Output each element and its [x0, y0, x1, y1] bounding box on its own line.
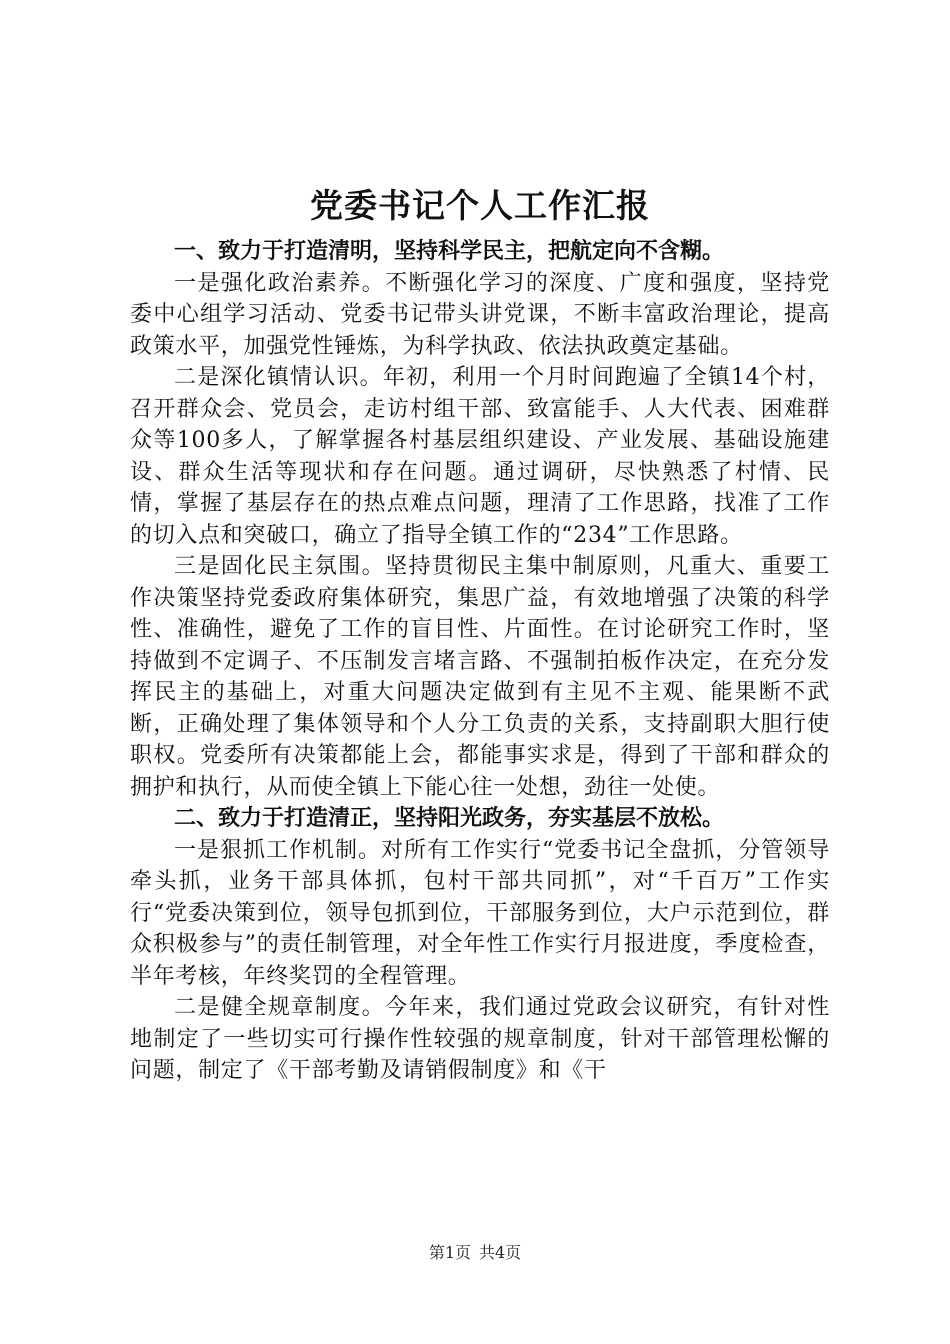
page-number: 第1页	[428, 1243, 471, 1262]
page-total: 共4页	[479, 1243, 522, 1262]
paragraph: 二是健全规章制度。今年来，我们通过党政会议研究，有针对性地制定了一些切实可行操作性较强的规章制度，针对干部管理松懈的问题，制定了《干部考勤及请销假制度》和《干	[130, 995, 830, 1083]
section-heading: 二、致力于打造清正，坚持阳光政务，夯实基层不放松。	[174, 805, 725, 831]
section-1	[130, 236, 830, 803]
paragraph: 二是深化镇情认识。年初，利用一个月时间跑遍了全镇14个村，召开群众会、党员会，走访村组干部、致富能手、人大代表、困难群众等100多人，了解掌握各村基层组织建设、产业发展、基础设施建设、群众生活等现状和存在问题。通过调研，尽快熟悉了村情、民情，掌握了基层存在的热点难点问题，理清了工作思路，找准了工作的切入点和突破口，确立了指导全镇工作的“234”工作思路。	[130, 365, 830, 548]
paragraph: 一是强化政治素养。不断强化学习的深度、广度和强度，坚持党委中心组学习活动、党委书记带头讲党课，不断丰富政治理论，提高政策水平，加强党性锤炼，为科学执政、依法执政奠定基础。	[130, 270, 830, 359]
page-footer	[0, 1242, 950, 1264]
paragraph: 三是固化民主氛围。坚持贯彻民主集中制原则，凡重大、重要工作决策坚持党委政府集体研究，集思广益，有效地增强了决策的科学性、准确性，避免了工作的盲目性、片面性。在讨论研究工作时，坚持做到不定调子、不压制发言堵言路、不强制拍板作决定，在充分发挥民主的基础上，对重大问题决定做到有主见不主观、能果断不武断，正确处理了集体领导和个人分工负责的关系，支持副职大胆行使职权。党委所有决策都能上会，都能事实求是，得到了干部和群众的拥护和执行，从而使全镇上下能心往一处想，劲往一处使。	[130, 554, 830, 800]
section-2	[130, 803, 830, 1087]
section-heading: 一、致力于打造清明，坚持科学民主，把航定向不含糊。	[174, 238, 725, 264]
document-title: 党委书记个人工作汇报	[310, 186, 650, 225]
paragraph: 一是狠抓工作机制。对所有工作实行“党委书记全盘抓，分管领导牵头抓，业务干部具体抓，包村干部共同抓”，对“千百万”工作实行“党委决策到位，领导包抓到位，干部服务到位，大户示范到位，群众积极参与”的责任制管理，对全年性工作实行月报进度，季度检查，半年考核，年终奖罚的全程管理。	[130, 837, 830, 989]
document-body	[130, 178, 830, 1087]
